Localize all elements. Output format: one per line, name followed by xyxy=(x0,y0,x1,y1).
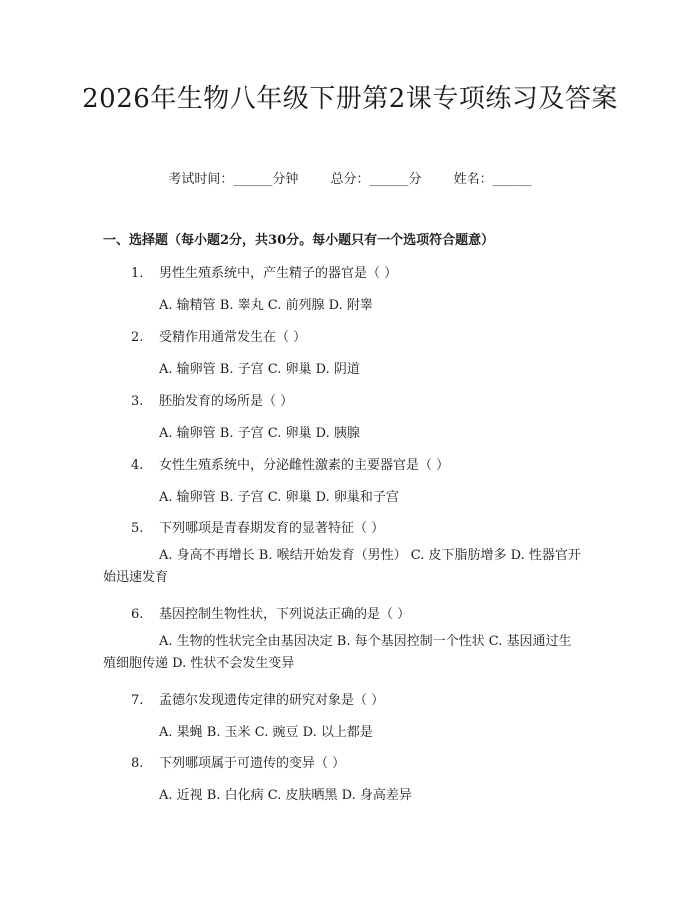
question-number: 7. xyxy=(131,693,144,708)
question-2-options: A. 输卵管 B. 子宫 C. 卵巢 D. 阴道 xyxy=(159,362,360,377)
question-text: 下列哪项属于可遗传的变异（ ） xyxy=(159,756,346,771)
question-text: 女性生殖系统中，分泌雌性激素的主要器官是（ ） xyxy=(159,458,450,473)
question-8-options: A. 近视 B. 白化病 C. 皮肤晒黑 D. 身高差异 xyxy=(159,788,412,803)
exam-meta xyxy=(0,168,700,187)
question-text: 孟德尔发现遗传定律的研究对象是（ ） xyxy=(159,693,385,708)
question-5 xyxy=(131,517,384,536)
question-1 xyxy=(131,262,397,281)
question-6-options: A. 生物的性状完全由基因决定 B. 每个基因控制一个性状 C. 基因通过生殖细胞传递 D. 性状不会发生变异 xyxy=(103,634,572,671)
question-4 xyxy=(131,454,449,473)
question-number: 8. xyxy=(131,756,144,771)
question-text: 胚胎发育的场所是（ ） xyxy=(159,394,294,409)
question-text: 下列哪项是青春期发育的显著特征（ ） xyxy=(159,521,385,536)
section-title: 一、选择题（每小题2分，共30分。每小题只有一个选项符合题意） xyxy=(103,233,495,248)
question-4-options: A. 输卵管 B. 子宫 C. 卵巢 D. 卵巢和子宫 xyxy=(159,490,399,505)
question-number: 1. xyxy=(131,266,144,281)
question-number: 2. xyxy=(131,330,144,345)
student-name: 姓名：______ xyxy=(453,172,532,187)
question-number: 5. xyxy=(131,521,144,536)
question-8 xyxy=(131,752,345,771)
question-3-options: A. 输卵管 B. 子宫 C. 卵巢 D. 胰腺 xyxy=(159,426,360,441)
total-score: 总分：______分 xyxy=(330,172,422,187)
question-text: 基因控制生物性状，下列说法正确的是（ ） xyxy=(159,607,411,622)
question-5-options: A. 身高不再增长 B. 喉结开始发育（男性） C. 皮下脂肪增多 D. 性器官开始迅速发育 xyxy=(103,548,581,585)
question-text: 男性生殖系统中，产生精子的器官是（ ） xyxy=(159,266,398,281)
question-number: 4. xyxy=(131,458,144,473)
question-number: 6. xyxy=(131,607,144,622)
question-text: 受精作用通常发生在（ ） xyxy=(159,330,307,345)
question-3 xyxy=(131,390,293,409)
question-6 xyxy=(131,603,410,622)
question-7-options: A. 果蝇 B. 玉米 C. 豌豆 D. 以上都是 xyxy=(159,725,373,740)
page-title: 2026年生物八年级下册第2课专项练习及答案 xyxy=(82,84,618,114)
question-number: 3. xyxy=(131,394,144,409)
question-2 xyxy=(131,326,306,345)
exam-time: 考试时间：______分钟 xyxy=(168,172,299,187)
question-1-options: A. 输精管 B. 睾丸 C. 前列腺 D. 附睾 xyxy=(159,298,373,313)
question-7 xyxy=(131,689,384,708)
